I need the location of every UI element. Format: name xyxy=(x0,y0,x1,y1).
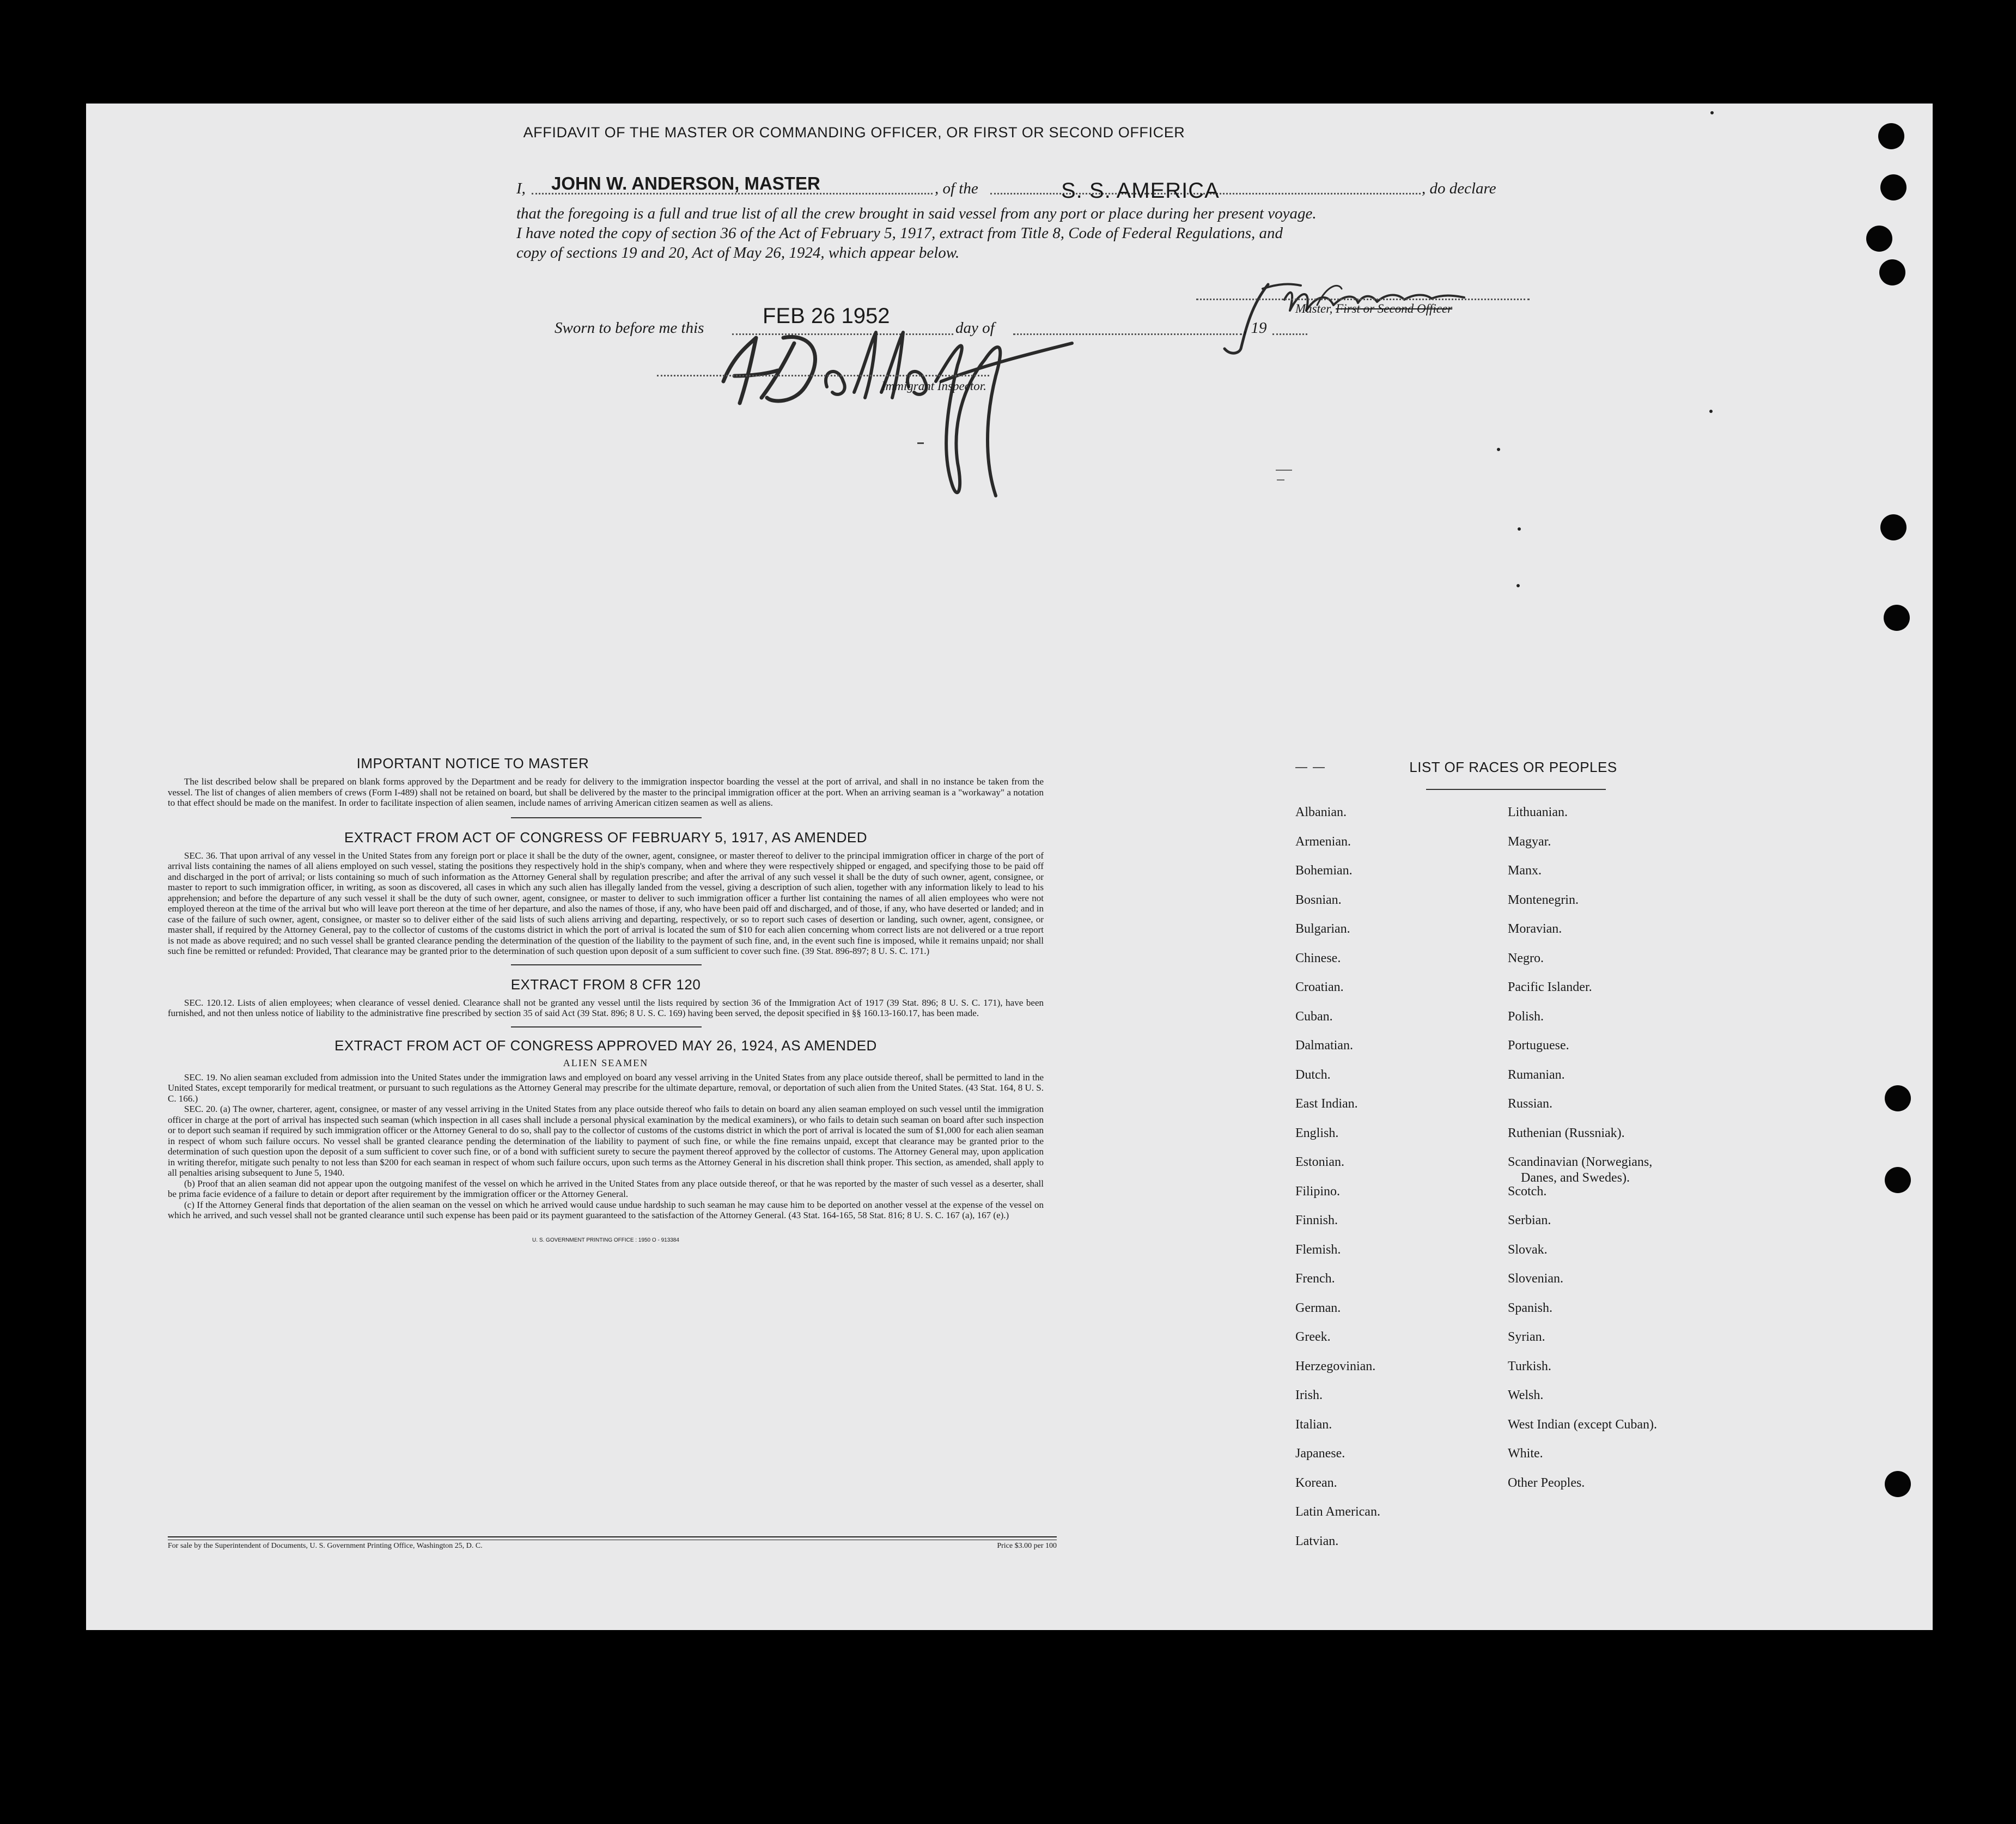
sworn-date-stamp: FEB 26 1952 xyxy=(763,304,890,328)
race-item: Manx. xyxy=(1508,864,1542,878)
race-item: White. xyxy=(1508,1446,1543,1461)
sec20b-text: (b) Proof that an alien seaman did not appear upon the outgoing manifest of the vessel on which he arrived in the United States from any place outside thereof, or that he was reported by the master of such vessel as a deserter, shall be prima facie evidence of a failure to detain or deport after requirement by the immigration officer or the Attorney General. xyxy=(168,1178,1044,1199)
extract-cfr-title: EXTRACT FROM 8 CFR 120 xyxy=(510,976,701,993)
inspector-signature-line xyxy=(657,375,989,376)
divider xyxy=(511,1026,702,1027)
extract1924-subtitle: ALIEN SEAMEN xyxy=(563,1057,649,1068)
punch-hole xyxy=(1880,514,1907,540)
extract-cfr-text: SEC. 120.12. Lists of alien employees; when clearance of vessel denied. Clearance shall not be granted any vessel until the lists required by section 36 of the Immigration Act of 1917 (39 Stat. 896; 8 U. S. C. 171), have been furnished, and not then unless notice of liability to the administrative fine prescribed by section 35 of said Act (39 Stat. 896; 8 U. S. C. 169) having been served, the deposit specified in §§ 160.13-160.17, has been made. xyxy=(168,997,1044,1018)
punch-hole xyxy=(1885,1085,1911,1111)
notice-title: IMPORTANT NOTICE TO MASTER xyxy=(356,755,589,771)
race-item: German. xyxy=(1295,1300,1341,1315)
affidavit-line1 xyxy=(516,173,1589,203)
sec19-text: SEC. 19. No alien seaman excluded from admission into the United States under the immigration laws and employed on board any vessel arriving in the United States from any place outside thereof, shall be permitted to land in the United States, except temporarily for medical treatment, or pursuant to such regulations as the Attorney General may prescribe for the ultimate departure, removal, or deportation of such alien from the United States. (43 Stat. 164, 8 U. S. C. 166.) xyxy=(168,1072,1044,1104)
divider xyxy=(1426,789,1606,790)
affidavit-title: AFFIDAVIT OF THE MASTER OR COMMANDING OFFICER, OR FIRST OR SECOND OFFICER xyxy=(523,124,1185,141)
race-item: Chinese. xyxy=(1295,951,1341,965)
punch-hole xyxy=(1878,123,1904,149)
of-the-text: , of the xyxy=(935,180,978,197)
race-item: Negro. xyxy=(1508,951,1544,965)
race-item: Slovenian. xyxy=(1508,1272,1563,1286)
race-item: Japanese. xyxy=(1295,1446,1345,1461)
master-signature-line xyxy=(1196,299,1530,300)
race-item: Pacific Islander. xyxy=(1508,980,1592,994)
race-item: French. xyxy=(1295,1272,1335,1286)
race-item: Scotch. xyxy=(1508,1184,1547,1199)
race-item: Magyar. xyxy=(1508,834,1551,849)
inspector-signature xyxy=(702,321,1181,539)
line1-prefix: I, xyxy=(516,180,526,197)
race-item: Bosnian. xyxy=(1295,892,1342,907)
vessel-name-field: S. S. AMERICA xyxy=(1061,179,1220,203)
master-caption-text: Master, xyxy=(1295,302,1333,315)
race-item: Latvian. xyxy=(1295,1534,1339,1548)
race-item: Ruthenian (Russniak). xyxy=(1508,1126,1625,1140)
race-item: Dalmatian. xyxy=(1295,1038,1353,1053)
divider xyxy=(511,817,702,818)
punch-hole xyxy=(1880,174,1907,200)
punch-hole xyxy=(1879,259,1905,285)
stray-mark xyxy=(1277,479,1284,481)
race-item: Moravian. xyxy=(1508,922,1562,936)
divider xyxy=(511,964,702,965)
race-item: Scandinavian (Norwegians, xyxy=(1508,1155,1653,1169)
extract1917-title: EXTRACT FROM ACT OF CONGRESS OF FEBRUARY 5, 1917, AS AMENDED xyxy=(344,829,867,846)
stray-mark xyxy=(1497,448,1500,451)
punch-hole xyxy=(1866,226,1892,252)
race-item: Russian. xyxy=(1508,1097,1553,1111)
stray-mark xyxy=(1516,584,1520,587)
master-name-field: JOHN W. ANDERSON, MASTER xyxy=(551,173,820,193)
race-item: Danes, and Swedes). xyxy=(1521,1171,1630,1185)
race-item: Slovak. xyxy=(1508,1242,1548,1257)
race-item: Herzegovinian. xyxy=(1295,1359,1376,1373)
race-item: Cuban. xyxy=(1295,1009,1333,1024)
notice-text: The list described below shall be prepared on blank forms approved by the Department and be ready for delivery to the immigration inspector boarding the vessel at the port of arrival, and shall in no instance be taken from the vessel. The list of changes of alien members of crews (Form I-489) shall not be retained on board, but shall be delivered by the master to the principal immigration officer at the port. When an arriving seaman is a "workaway" a notation to that effect should be made on the manifest. In order to facilitate inspection of alien seamen, include names of arriving American citizen seamen as well as aliens. xyxy=(168,776,1044,808)
race-item: Rumanian. xyxy=(1508,1067,1565,1082)
year-blank xyxy=(1272,333,1307,335)
race-item: Armenian. xyxy=(1295,834,1351,849)
left-column xyxy=(168,755,1044,1243)
inspector-caption: Immigrant Inspector. xyxy=(881,379,986,393)
race-item: Filipino. xyxy=(1295,1184,1341,1199)
race-item: Dutch. xyxy=(1295,1067,1331,1082)
affidavit-body-line3: copy of sections 19 and 20, Act of May 26, 1924, which appear below. xyxy=(516,244,960,262)
race-item: Albanian. xyxy=(1295,805,1347,819)
race-item: Bohemian. xyxy=(1295,864,1353,878)
stray-mark xyxy=(1276,470,1292,471)
sec20c-text: (c) If the Attorney General finds that deportation of the alien seaman on the vessel on which he arrived would cause undue hardship to such seaman he may cause him to be deported on another vessel at the expense of the vessel on which he arrived, and such vessel shall not be granted clearance until such expense has been paid or its payment guaranteed to the satisfaction of the Attorney General. (43 Stat. 164-165, 58 Stat. 816; 8 U. S. C. 167 (a), 167 (e).) xyxy=(168,1199,1044,1220)
stray-mark xyxy=(1295,767,1307,768)
race-item: Bulgarian. xyxy=(1295,922,1350,936)
race-item: Estonian. xyxy=(1295,1155,1344,1169)
struck-officer-caption: First or Second Officer xyxy=(1336,302,1453,315)
race-item: Other Peoples. xyxy=(1508,1475,1585,1490)
punch-hole xyxy=(1885,1471,1911,1497)
stray-mark xyxy=(1313,767,1325,768)
punch-hole xyxy=(1885,1167,1911,1193)
race-item: Portuguese. xyxy=(1508,1038,1569,1053)
stray-mark xyxy=(917,442,924,444)
race-item: Greek. xyxy=(1295,1330,1331,1344)
affidavit-body xyxy=(516,204,1639,263)
affidavit-body-line2: I have noted the copy of section 36 of the Act of February 5, 1917, extract from Title 8, Code of Federal Regulations, and xyxy=(516,224,1283,242)
race-item: Korean. xyxy=(1295,1475,1337,1490)
race-item: Italian. xyxy=(1295,1417,1332,1432)
race-item: Flemish. xyxy=(1295,1242,1341,1257)
race-item: Syrian. xyxy=(1508,1330,1545,1344)
do-declare-text: , do declare xyxy=(1422,180,1496,197)
race-item: Finnish. xyxy=(1295,1213,1338,1227)
race-item: Latin American. xyxy=(1295,1505,1380,1519)
race-item: Lithuanian. xyxy=(1508,805,1568,819)
race-item: English. xyxy=(1295,1126,1339,1140)
races-column-1 xyxy=(1295,805,1502,1557)
year-prefix: , 19 xyxy=(1243,319,1267,337)
stray-mark xyxy=(1709,410,1713,413)
race-item: Polish. xyxy=(1508,1009,1544,1024)
race-item: Turkish. xyxy=(1508,1359,1551,1373)
race-item: East Indian. xyxy=(1295,1097,1358,1111)
race-item: Croatian. xyxy=(1295,980,1344,994)
master-caption xyxy=(1295,302,1452,316)
stray-mark xyxy=(1518,527,1521,531)
race-item: Welsh. xyxy=(1508,1388,1544,1402)
footer-sale-text: For sale by the Superintendent of Documents, U. S. Government Printing Office, Washington 25, D. C. xyxy=(168,1542,483,1550)
day-of-text: day of xyxy=(955,319,995,337)
footer-rule xyxy=(168,1536,1057,1537)
race-item: West Indian (except Cuban). xyxy=(1508,1417,1657,1432)
punch-hole xyxy=(1884,605,1910,631)
race-item: Spanish. xyxy=(1508,1300,1553,1315)
document-page xyxy=(86,104,1933,1630)
race-item: Irish. xyxy=(1295,1388,1323,1402)
affidavit-body-line1: that the foregoing is a full and true list of all the crew brought in said vessel from any port or place during her present voyage. xyxy=(516,205,1317,222)
races-title: LIST OF RACES OR PEOPLES xyxy=(1409,759,1617,775)
extract1917-text: SEC. 36. That upon arrival of any vessel in the United States from any foreign port or place it shall be the duty of the owner, agent, consignee, or master thereof to deliver to the principal immigration officer in charge of the port of arrival lists containing the names of all aliens employed on such vessel, stating the positions they respectively hold in the ship's company, when and where they were respectively shipped or engaged, and specifying those to be paid off and discharged in the port of arrival; or lists containing so much of such information as the Attorney General shall by regulation prescribe; and after the arrival of any such vessel it shall be the duty of such owner, agent, consignee, or master to report to such immigration officer, in writing, as soon as discovered, all cases in which any such alien has illegally landed from the vessel, giving a description of such alien, together with any information likely to lead to his apprehension; and before the departure of any such vessel it shall be the duty of such owner, agent, consignee, or master to deliver to such immigration officer a further list containing the names of all alien employees who were not employed thereon at the time of the arrival but who will leave port thereon at the time of her departure, and also the names of those, if any, who have been paid off and discharged, and of those, if any, who have deserted or landed; and in case of the failure of such owner, agent, consignee, or master so to deliver either of the said lists of such aliens arriving and departing, respectively, or so to report such cases of desertion or landing, such owner, agent, consignee, or master shall, if required by the Attorney General, pay to the collector of customs of the customs district in which the port of arrival is located the sum of $10 for each alien concerning whom correct lists are not delivered or a true report is not made as above required; and no such vessel shall be granted clearance pending the determination of the question of the liability to the payment of such fine, and, in the event such fine is imposed, while it remains unpaid; nor shall such fine be remitted or refunded: Provided, That clearance may be granted prior to the determination of such question upon deposit of a sum sufficient to cover such fine. (39 Stat. 896-897; 8 U. S. C. 171.) xyxy=(168,850,1044,956)
races-column-2 xyxy=(1508,805,1813,1557)
printing-office-imprint: U. S. GOVERNMENT PRINTING OFFICE : 1950 O - 913384 xyxy=(532,1237,679,1243)
extract1924-title: EXTRACT FROM ACT OF CONGRESS APPROVED MAY 26, 1924, AS AMENDED xyxy=(334,1037,877,1054)
stray-mark xyxy=(1710,111,1714,114)
footer-price: Price $3.00 per 100 xyxy=(997,1542,1057,1550)
sworn-prefix: Sworn to before me this xyxy=(555,319,704,337)
race-item: Montenegrin. xyxy=(1508,892,1579,907)
sec20a-text: SEC. 20. (a) The owner, charterer, agent, consignee, or master of any vessel arriving in the United States from any place outside thereof who fails to detain on board any alien seaman employed on such vessel until the immigration officer in charge at the port of arrival has inspected such seaman (which inspection in all cases shall include a personal physical examination by the medical examiners), or who fails to detain such seaman on board after such inspection or to deport such seaman if required by such immigration officer or the Attorney General to do so, shall pay to the collector of customs of the customs district in which the port of arrival is located the sum of $1,000 for each alien seaman in respect of whom such failure occurs. No vessel shall be granted clearance pending the determination of the liability to payment of such fine, or while the fine remains unpaid, except that clearance may be granted prior to the determination of such question upon the deposit of a sum sufficient to cover such fine, or of a bond with sufficient surety to secure the payment thereof approved by the collector of customs. The Attorney General may, upon application in writing therefor, mitigate such penalty to not less than $200 for each seaman in respect of whom such failure occurs, upon such terms as the Attorney General in his discretion shall think proper. This section, as amended, shall apply to all penalties arising subsequent to June 5, 1940. xyxy=(168,1104,1044,1178)
race-item: Serbian. xyxy=(1508,1213,1551,1227)
